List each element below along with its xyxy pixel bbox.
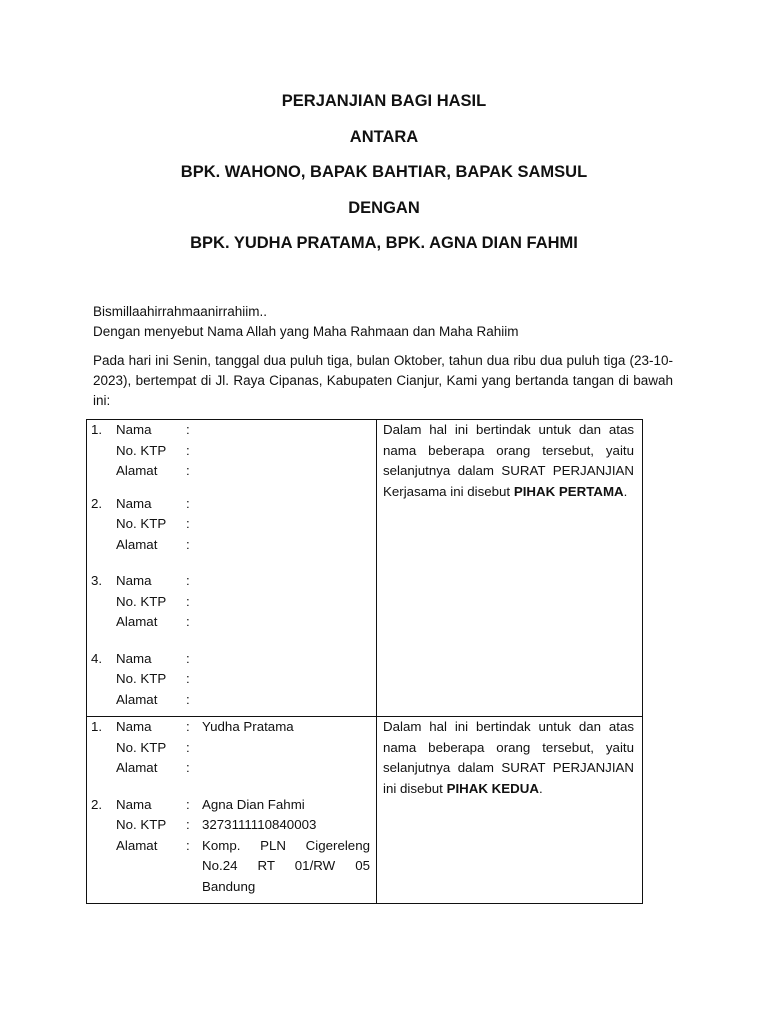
colon: :: [186, 495, 190, 511]
nama-value: [202, 649, 370, 670]
ktp-value: [202, 514, 370, 535]
ktp-label: No. KTP: [116, 739, 167, 755]
colon: :: [186, 573, 190, 588]
member-number: 2.: [91, 796, 103, 812]
pihak-kedua-term: PIHAK KEDUA: [446, 780, 539, 796]
ktp-label: No. KTP: [116, 817, 167, 832]
first-party-member-2: [91, 494, 370, 556]
alamat-value: [202, 758, 370, 779]
heading-antara: ANTARA: [349, 128, 419, 146]
statement-period: .: [538, 780, 543, 796]
nama-value: [202, 420, 370, 441]
colon: :: [186, 671, 190, 686]
nama-label: Nama: [116, 650, 152, 666]
second-party-members-cell: [87, 717, 377, 904]
alamat-label: Alamat: [116, 837, 158, 853]
nama-value: Agna Dian Fahmi: [202, 796, 305, 812]
alamat-label: Alamat: [116, 691, 158, 707]
ktp-label: No. KTP: [116, 671, 167, 686]
colon: :: [186, 614, 190, 629]
nama-value: Yudha Pratama: [202, 719, 294, 734]
alamat-label: Alamat: [116, 760, 158, 775]
ktp-label: No. KTP: [116, 442, 167, 458]
nama-value: [202, 494, 370, 515]
first-party-row: [87, 420, 643, 717]
first-party-member-1: [91, 420, 370, 482]
pihak-pertama-term: PIHAK PERTAMA: [513, 483, 624, 499]
alamat-label: Alamat: [116, 614, 158, 629]
alamat-value: Komp. PLN Cigereleng No.24 RT 01/RW 05 Bandung: [202, 837, 370, 894]
second-party-member-2: [91, 795, 370, 898]
colon: :: [186, 719, 190, 734]
second-party-member-1: [91, 717, 370, 779]
basmalah-line: Bismillaahirrahmaanirrahiim..: [93, 304, 268, 319]
ktp-value: [202, 592, 370, 613]
nama-label: Nama: [116, 495, 152, 511]
colon: :: [186, 691, 190, 707]
nama-label: Nama: [116, 796, 152, 812]
colon: :: [186, 442, 190, 458]
nama-label: Nama: [116, 422, 152, 437]
heading-first-party-names: BPK. WAHONO, BAPAK BAHTIAR, BAPAK SAMSUL: [180, 163, 588, 181]
alamat-label: Alamat: [116, 536, 158, 552]
ktp-value: 3273111110840003: [202, 817, 317, 832]
statement-text: Dalam hal ini bertindak untuk dan atas nama beberapa orang tersebut, yaitu selanjutnya dalam SURAT PERJANJIAN Kerjasama ini disebut: [383, 422, 634, 499]
first-party-member-3: [91, 571, 370, 633]
heading-second-party-names: BPK. YUDHA PRATAMA, BPK. AGNA DIAN FAHMI: [190, 234, 578, 252]
nama-label: Nama: [116, 573, 152, 588]
second-party-statement: [377, 717, 642, 799]
member-number: 3.: [91, 573, 103, 588]
document-title: PERJANJIAN BAGI HASIL: [281, 92, 487, 110]
colon: :: [186, 796, 190, 812]
statement-text: Dalam hal ini bertindak untuk dan atas nama beberapa orang tersebut, yaitu selanjutnya dalam SURAT PERJANJIAN ini disebut: [383, 719, 634, 796]
second-party-row: [87, 717, 643, 904]
colon: :: [186, 650, 190, 666]
alamat-value: [202, 612, 370, 633]
alamat-label: Alamat: [116, 463, 158, 478]
colon: :: [186, 593, 190, 609]
member-number: 1.: [91, 719, 103, 734]
colon: :: [186, 536, 190, 552]
heading-dengan: DENGAN: [348, 199, 420, 217]
alamat-value: [202, 461, 370, 482]
preamble-paragraph: Pada hari ini Senin, tanggal dua puluh tiga, bulan Oktober, tahun dua ribu dua puluh tiga (23-10-2023), bertempat di Jl. Raya Cipanas, Kabupaten Cianjur, Kami yang bertanda tangan di bawah ini:: [93, 353, 673, 408]
ktp-label: No. KTP: [116, 516, 167, 531]
colon: :: [186, 422, 190, 437]
first-party-member-4: [91, 649, 370, 711]
statement-period: .: [623, 483, 628, 499]
nama-label: Nama: [116, 719, 152, 734]
nama-value: [202, 571, 370, 592]
alamat-value: [202, 535, 370, 556]
member-number: 2.: [91, 495, 103, 511]
colon: :: [186, 760, 190, 775]
second-party-statement-cell: [377, 717, 643, 904]
ktp-value: [202, 738, 370, 759]
member-number: 1.: [91, 422, 103, 437]
colon: :: [186, 739, 190, 755]
ktp-value: [202, 669, 370, 690]
ktp-value: [202, 441, 370, 462]
parties-table: [86, 419, 643, 904]
first-party-statement-cell: [377, 420, 643, 717]
first-party-members-cell: [87, 420, 377, 717]
colon: :: [186, 817, 190, 832]
ktp-label: No. KTP: [116, 593, 167, 609]
first-party-statement: [377, 420, 642, 502]
alamat-value: [202, 690, 370, 711]
colon: :: [186, 837, 190, 853]
invocation-line: Dengan menyebut Nama Allah yang Maha Rahmaan dan Maha Rahiim: [93, 324, 519, 339]
colon: :: [186, 516, 190, 531]
member-number: 4.: [91, 650, 103, 666]
colon: :: [186, 463, 190, 478]
